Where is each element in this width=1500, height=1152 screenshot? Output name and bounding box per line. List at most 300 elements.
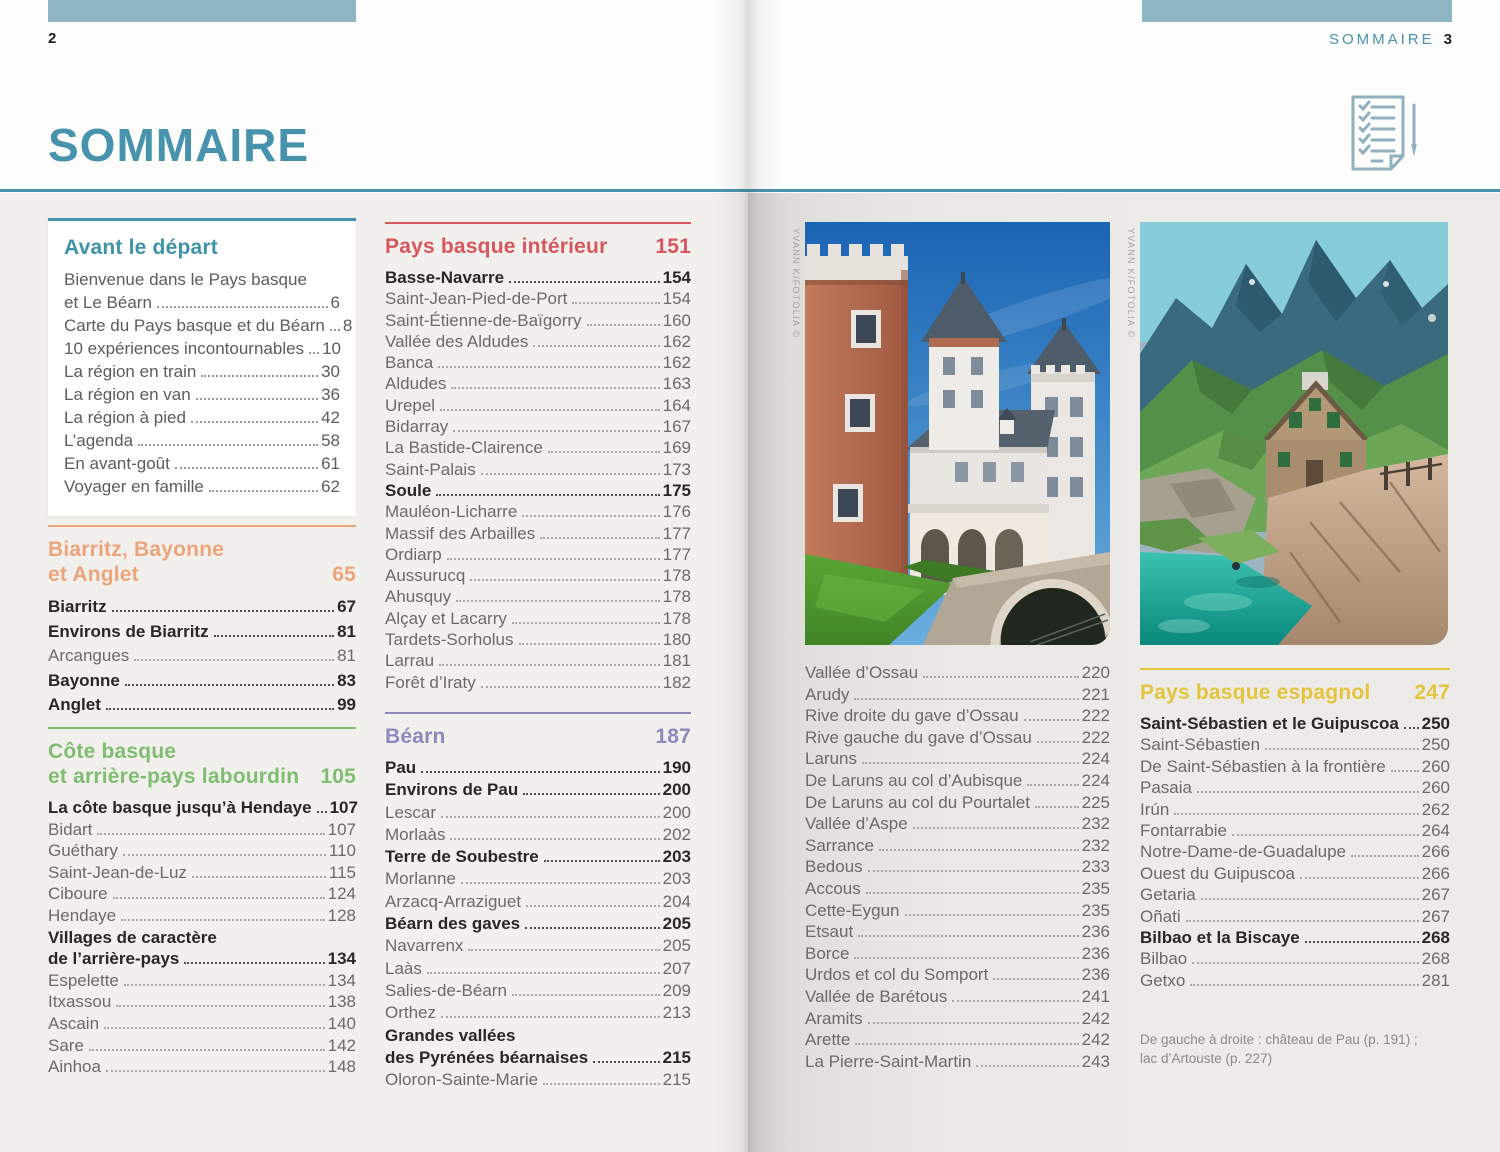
- toc-entry-line: [385, 310, 691, 331]
- toc-entry-label: De Saint-Sébastien à la frontière: [1140, 756, 1386, 776]
- toc-entry: [1140, 799, 1450, 820]
- dot-leader: [879, 849, 1079, 851]
- toc-entry-page: 260: [1421, 756, 1450, 776]
- toc-entry-label: Irún: [1140, 799, 1170, 819]
- toc-entry-page: 250: [1421, 714, 1450, 733]
- toc-entry-page: 134: [327, 970, 356, 990]
- toc-entry: [805, 964, 1110, 986]
- toc-entry: [805, 684, 1110, 706]
- dot-leader: [543, 1083, 660, 1085]
- toc-entry-line: [48, 1056, 356, 1078]
- toc-entry-page: 203: [662, 847, 691, 867]
- toc-entry: [1140, 777, 1450, 798]
- toc-entry-line: [385, 395, 691, 416]
- toc-entry-label: Bayonne: [48, 670, 120, 690]
- toc-entry-page: 204: [662, 891, 691, 911]
- dot-leader: [923, 676, 1079, 678]
- toc-entry: [1140, 970, 1450, 991]
- dot-leader: [123, 854, 326, 856]
- dot-leader: [1027, 784, 1078, 786]
- toc-entry-label: La région à pied: [64, 408, 186, 427]
- toc-entry: [805, 727, 1110, 749]
- toc-entry-label: des Pyrénées béarnaises: [385, 1047, 589, 1067]
- toc-entry-label: De Laruns au col du Pourtalet: [805, 792, 1030, 812]
- dot-leader: [196, 398, 318, 400]
- toc-entry-label: Arzacq-Arraziguet: [385, 891, 522, 911]
- toc-entry-line: [385, 352, 691, 373]
- toc-entry: [385, 846, 691, 868]
- toc-entry: [1140, 756, 1450, 777]
- toc-entry-line: [805, 986, 1110, 1008]
- toc-entry-page: 242: [1081, 1008, 1110, 1028]
- toc-entry-line: [48, 669, 356, 694]
- dot-leader: [451, 387, 659, 389]
- toc-entry-line: [385, 608, 691, 629]
- toc-entry-page: 177: [662, 544, 691, 564]
- toc-entry-label: Saint-Palais: [385, 459, 476, 479]
- toc-entry-line: [1140, 799, 1450, 820]
- dot-leader: [461, 882, 660, 884]
- dot-leader: [121, 919, 325, 921]
- toc-entry-label: Rive gauche du gave d’Ossau: [805, 727, 1032, 747]
- toc-entry-page: 162: [662, 331, 691, 351]
- toc-entry: [1140, 820, 1450, 841]
- right-page-header: [1329, 31, 1452, 49]
- toc-entry-line: [64, 383, 340, 406]
- toc-entry-label: Voyager en famille: [64, 477, 204, 496]
- dot-leader: [913, 827, 1079, 829]
- toc-entry: [805, 900, 1110, 922]
- toc-entry-label: Etsaut: [805, 922, 854, 942]
- toc-entry-line: [48, 991, 356, 1013]
- toc-entry-line: [385, 1047, 691, 1069]
- dot-leader: [533, 345, 659, 347]
- section-title: [1140, 680, 1450, 705]
- dot-leader: [1391, 770, 1419, 772]
- toc-entry-page: 242: [1081, 1030, 1110, 1050]
- toc-entry-line: [1140, 713, 1450, 734]
- toc-entry-page: 190: [662, 758, 691, 777]
- section-title: [48, 537, 356, 587]
- toc-entry-line: [385, 629, 691, 650]
- dot-leader: [134, 659, 334, 661]
- toc-entry-line: [385, 757, 691, 779]
- toc-entry: [385, 565, 691, 586]
- toc-entry-label: Basse-Navarre: [385, 268, 505, 287]
- toc-entry-label: et Le Béarn: [64, 293, 152, 312]
- toc-entry-label: Salies-de-Béarn: [385, 980, 507, 1000]
- toc-entry: [385, 331, 691, 352]
- toc-entry-line: [805, 727, 1110, 749]
- toc-entry-page: 107: [329, 798, 358, 817]
- dot-leader: [858, 935, 1078, 937]
- toc-entry-label: de l’arrière-pays: [48, 949, 180, 969]
- dot-leader: [1201, 898, 1419, 900]
- toc-entry-line: [385, 868, 691, 890]
- toc-entry-label: Aldudes: [385, 374, 447, 394]
- toc-entry-line: [1140, 863, 1450, 884]
- toc-entry: [48, 1056, 356, 1078]
- toc-entry-page: 62: [321, 477, 340, 496]
- toc-entry-label: Guéthary: [48, 841, 118, 861]
- toc-entry-label: Espelette: [48, 970, 119, 990]
- dot-leader: [436, 494, 659, 496]
- toc-entry-page: 140: [327, 1013, 356, 1033]
- section-page-number: 247: [1414, 681, 1450, 704]
- section-page-number: 151: [655, 235, 691, 258]
- toc-entry-label: Borce: [805, 943, 850, 963]
- toc-entry-page: 235: [1081, 878, 1110, 898]
- toc-entry-label: Navarrenx: [385, 936, 464, 956]
- dot-leader: [112, 610, 335, 612]
- toc-entry-line: [805, 878, 1110, 900]
- toc-entry: [805, 662, 1110, 684]
- dot-leader: [438, 366, 659, 368]
- dot-leader: [1037, 741, 1079, 743]
- section-rule: [385, 712, 691, 714]
- toc-entry-label: Morlaàs: [385, 824, 446, 844]
- toc-entry: [64, 429, 340, 452]
- toc-entry: [48, 1013, 356, 1035]
- toc-entry: [385, 802, 691, 824]
- toc-entry-page: 177: [662, 523, 691, 543]
- photo-credit-lac: YVANN K/FOTOLIA ©: [1126, 228, 1136, 339]
- toc-entry-label: Biarritz: [48, 597, 107, 616]
- toc-entry-line: [385, 846, 691, 868]
- toc-entry-label: La Pierre-Saint-Martin: [805, 1051, 972, 1071]
- toc-entry-label: Laàs: [385, 958, 422, 978]
- toc-entry-page: 178: [662, 608, 691, 628]
- toc-entry-label: La Bastide-Clairence: [385, 438, 543, 458]
- dot-leader: [1300, 877, 1419, 879]
- toc-entry-line: [48, 840, 356, 862]
- dot-leader: [855, 1043, 1078, 1045]
- dot-leader: [1265, 748, 1419, 750]
- toc-entry-label: Larrau: [385, 651, 435, 671]
- section-title: [385, 724, 691, 749]
- toc-entry-label: La région en van: [64, 385, 191, 404]
- section-title-line: [48, 764, 356, 789]
- toc-entry-label: En avant-goût: [64, 454, 170, 473]
- toc-entry-label: Environs de Biarritz: [48, 621, 209, 641]
- toc-entry-label: Accous: [805, 878, 861, 898]
- toc-entry-line: [64, 429, 340, 452]
- toc-entry-line: [385, 980, 691, 1002]
- toc-entry-label: Ascain: [48, 1013, 100, 1033]
- toc-entry-label: La côte basque jusqu’à Hendaye: [48, 798, 312, 817]
- dot-leader: [854, 698, 1078, 700]
- dot-leader: [447, 558, 660, 560]
- section-entries: [48, 595, 356, 718]
- toc-entry: [385, 480, 691, 501]
- toc-entry-page: 176: [662, 502, 691, 522]
- toc-entry-page: 8: [342, 316, 353, 335]
- dot-leader: [1192, 962, 1418, 964]
- toc-entry: [385, 267, 691, 288]
- toc-entry: [48, 595, 356, 620]
- dot-leader: [993, 978, 1078, 980]
- toc-entry: [805, 770, 1110, 792]
- toc-entry-line: [805, 792, 1110, 814]
- toc-entry-label: Rive droite du gave d’Ossau: [805, 706, 1019, 726]
- toc-entry: [385, 913, 691, 935]
- toc-entry: [385, 868, 691, 890]
- toc-entry-line: [48, 693, 356, 718]
- toc-entry-label: Lescar: [385, 802, 437, 822]
- dot-leader: [1035, 806, 1079, 808]
- toc-entry-label: Ouest du Guipuscoa: [1140, 863, 1295, 883]
- toc-entry: [385, 586, 691, 607]
- toc-entry-line: [64, 291, 340, 314]
- dot-leader: [201, 375, 318, 377]
- dot-leader: [868, 1022, 1079, 1024]
- toc-section-pays-basque-interieur: [385, 222, 691, 693]
- right-page-number: 3: [1443, 31, 1452, 48]
- toc-entry-line: [48, 644, 356, 669]
- toc-entry-label: Terre de Soubestre: [385, 847, 539, 867]
- toc-entry: [385, 629, 691, 650]
- dot-leader: [525, 927, 659, 929]
- toc-entry-page: 203: [662, 869, 691, 889]
- toc-entry-label: Aramits: [805, 1008, 863, 1028]
- section-page-number: 187: [655, 725, 691, 748]
- toc-entry-label: Bilbao: [1140, 949, 1188, 969]
- toc-entry-label: Villages de caractère: [48, 927, 217, 947]
- toc-entry: [385, 544, 691, 565]
- toc-entry-line: [64, 314, 353, 337]
- toc-entry-page: 262: [1421, 799, 1450, 819]
- toc-entry-line: [805, 813, 1110, 835]
- toc-entry-page: 180: [662, 630, 691, 650]
- toc-entry-page: 220: [1081, 663, 1110, 682]
- toc-entry: [385, 352, 691, 373]
- toc-section-pays-basque-espagnol: [1140, 668, 1450, 991]
- section-title-text: Avant le départ: [64, 236, 218, 259]
- toc-entry: [385, 824, 691, 846]
- toc-entry-label: Orthez: [385, 1003, 437, 1023]
- toc-entry-page: 233: [1081, 857, 1110, 877]
- toc-entry-page: 83: [337, 670, 356, 690]
- toc-entry-line: [1140, 756, 1450, 777]
- toc-entry-label: Laruns: [805, 749, 857, 769]
- toc-entry-line: [1140, 734, 1450, 755]
- toc-entry-line: [385, 331, 691, 352]
- toc-entry-label: Pau: [385, 758, 417, 777]
- dot-leader: [1305, 941, 1419, 943]
- toc-entry-page: 173: [662, 459, 691, 479]
- toc-entry-page: 107: [327, 819, 356, 839]
- section-title-text: et Anglet: [48, 563, 139, 586]
- toc-entry-page: 268: [1421, 949, 1450, 969]
- toc-entry-label: L’agenda: [64, 431, 134, 450]
- photo-caption-line2: lac d’Artouste (p. 227): [1140, 1051, 1273, 1066]
- dot-leader: [124, 984, 325, 986]
- toc-entry-line: [805, 835, 1110, 857]
- dot-leader: [868, 870, 1079, 872]
- dot-leader: [157, 306, 328, 308]
- toc-entry-line: [385, 373, 691, 394]
- toc-entry: [48, 883, 356, 905]
- toc-entry-page: 10: [322, 339, 341, 358]
- toc-entry-line: [48, 883, 356, 905]
- toc-entry-label: Sarrance: [805, 835, 874, 855]
- toc-entry-label: Carte du Pays basque et du Béarn: [64, 316, 325, 335]
- toc-entry: [385, 672, 691, 693]
- toc-entry: [385, 608, 691, 629]
- toc-entry-line: [385, 650, 691, 671]
- toc-entry-page: 99: [337, 695, 356, 714]
- dot-leader: [512, 994, 660, 996]
- dot-leader: [1404, 727, 1419, 729]
- toc-entry-page: 200: [662, 780, 691, 800]
- toc-entry-page: 163: [662, 374, 691, 394]
- checklist-icon: [1346, 94, 1420, 179]
- toc-entry-page: 6: [330, 293, 340, 312]
- dot-leader: [548, 451, 660, 453]
- dot-leader: [441, 1016, 660, 1018]
- toc-entry-line: [385, 437, 691, 458]
- toc-entry-line: [385, 544, 691, 565]
- toc-entry-page: 169: [662, 438, 691, 458]
- toc-entry-page: 61: [321, 454, 340, 473]
- toc-entry-line: [385, 891, 691, 913]
- toc-entry-line: [48, 1013, 356, 1035]
- toc-entry-line: [48, 970, 356, 992]
- left-top-bar: [48, 0, 356, 22]
- dot-leader: [519, 643, 660, 645]
- toc-entry-label: Arudy: [805, 684, 850, 704]
- toc-entry-page: 205: [662, 914, 691, 934]
- toc-entry-page: 115: [328, 862, 356, 882]
- toc-entry-page: 138: [327, 992, 356, 1012]
- toc-entry-line: [48, 819, 356, 841]
- toc-entry-line: [805, 943, 1110, 965]
- toc-section-biarritz-bayonne-anglet: [48, 525, 356, 718]
- toc-entry: [385, 757, 691, 779]
- toc-entry-line: [48, 797, 356, 819]
- toc-entry-page: 36: [321, 385, 340, 404]
- toc-entry: [805, 792, 1110, 814]
- toc-entry-line: [1140, 906, 1450, 927]
- toc-entry-page: 124: [327, 884, 356, 904]
- toc-entry-page: 30: [321, 362, 340, 381]
- toc-entry-page: 267: [1421, 885, 1450, 905]
- toc-entry-line: [805, 705, 1110, 727]
- dot-leader: [106, 708, 334, 710]
- toc-entry-label: Mauléon-Licharre: [385, 502, 518, 522]
- toc-entry-line: [64, 475, 340, 498]
- toc-entry: [64, 268, 340, 314]
- dot-leader: [587, 324, 660, 326]
- toc-entry-page: 243: [1081, 1051, 1110, 1071]
- toc-entry-label: La région en train: [64, 362, 197, 381]
- dot-leader: [854, 957, 1078, 959]
- toc-entry: [385, 1025, 691, 1070]
- dot-leader: [862, 762, 1079, 764]
- toc-entry: [805, 748, 1110, 770]
- section-title-text: et arrière-pays labourdin: [48, 765, 300, 788]
- dot-leader: [113, 897, 325, 899]
- toc-entry-line: [64, 452, 340, 475]
- toc-entry-label: Vallée d’Ossau: [805, 663, 919, 682]
- toc-entry: [1140, 863, 1450, 884]
- dot-leader: [1190, 984, 1418, 986]
- toc-entry-label: Itxassou: [48, 992, 112, 1012]
- dot-leader: [116, 1005, 324, 1007]
- toc-entry: [385, 1069, 691, 1091]
- toc-entry-page: 222: [1081, 706, 1110, 726]
- dot-leader: [106, 1070, 325, 1072]
- photo-lac-artouste: [1140, 222, 1448, 645]
- section-title-text: Côte basque: [48, 740, 177, 763]
- dot-leader: [317, 811, 327, 813]
- toc-entry-label: Saint-Sébastien et le Guipuscoa: [1140, 714, 1399, 733]
- dot-leader: [572, 302, 659, 304]
- dot-leader: [456, 600, 659, 602]
- dot-leader: [1232, 834, 1419, 836]
- toc-entry: [48, 819, 356, 841]
- dot-leader: [523, 793, 659, 795]
- toc-entry-page: 232: [1081, 814, 1110, 834]
- toc-entry: [385, 958, 691, 980]
- toc-entry: [385, 437, 691, 458]
- dot-leader: [481, 686, 660, 688]
- toc-entry-page: 162: [662, 353, 691, 373]
- toc-entry-label: 10 expériences incontournables: [64, 339, 305, 358]
- toc-entry-line: [385, 459, 691, 480]
- section-page-number: 105: [320, 765, 356, 788]
- toc-entry-label: Bilbao et la Biscaye: [1140, 928, 1300, 948]
- toc-entry: [1140, 927, 1450, 948]
- toc-section-avant-le-depart: [48, 218, 356, 516]
- toc-entry-page: 42: [321, 408, 340, 427]
- section-title-line: [48, 537, 356, 562]
- toc-entry: [64, 452, 340, 475]
- toc-entry: [64, 314, 353, 337]
- toc-entry-page: 178: [662, 566, 691, 586]
- toc-entry-line: [64, 360, 340, 383]
- toc-entry-line: [48, 862, 356, 884]
- toc-entry-label: Bedous: [805, 857, 863, 877]
- toc-entry: [64, 406, 340, 429]
- toc-entry: [1140, 713, 1450, 734]
- toc-entry-page: 235: [1081, 900, 1110, 920]
- toc-entry-line: [1140, 927, 1450, 948]
- toc-entry: [1140, 884, 1450, 905]
- toc-entry-line: [1140, 820, 1450, 841]
- toc-entry-page: 202: [662, 824, 691, 844]
- toc-entry-line: [805, 1029, 1110, 1051]
- photo-chateau-de-pau: [805, 222, 1110, 645]
- toc-entry: [805, 921, 1110, 943]
- section-page-number: 65: [332, 563, 356, 586]
- toc-entry-label: Alçay et Lacarry: [385, 608, 507, 628]
- toc-list-vallees-bearnaises: [805, 662, 1110, 1072]
- dot-leader: [1351, 855, 1419, 857]
- toc-entry-line: [1140, 777, 1450, 798]
- section-rule: [48, 525, 356, 527]
- header-rule: [0, 189, 1500, 192]
- toc-entry-label: Hendaye: [48, 905, 117, 925]
- toc-section-cote-basque: [48, 727, 356, 1078]
- toc-entry-label: Ciboure: [48, 884, 108, 904]
- dot-leader: [1186, 920, 1419, 922]
- toc-entry-page: 215: [662, 1047, 691, 1067]
- toc-entry-label: Notre-Dame-de-Guadalupe: [1140, 842, 1346, 862]
- toc-entry: [385, 779, 691, 801]
- toc-entry-label: Tardets-Sorholus: [385, 630, 514, 650]
- left-page: [0, 0, 748, 1152]
